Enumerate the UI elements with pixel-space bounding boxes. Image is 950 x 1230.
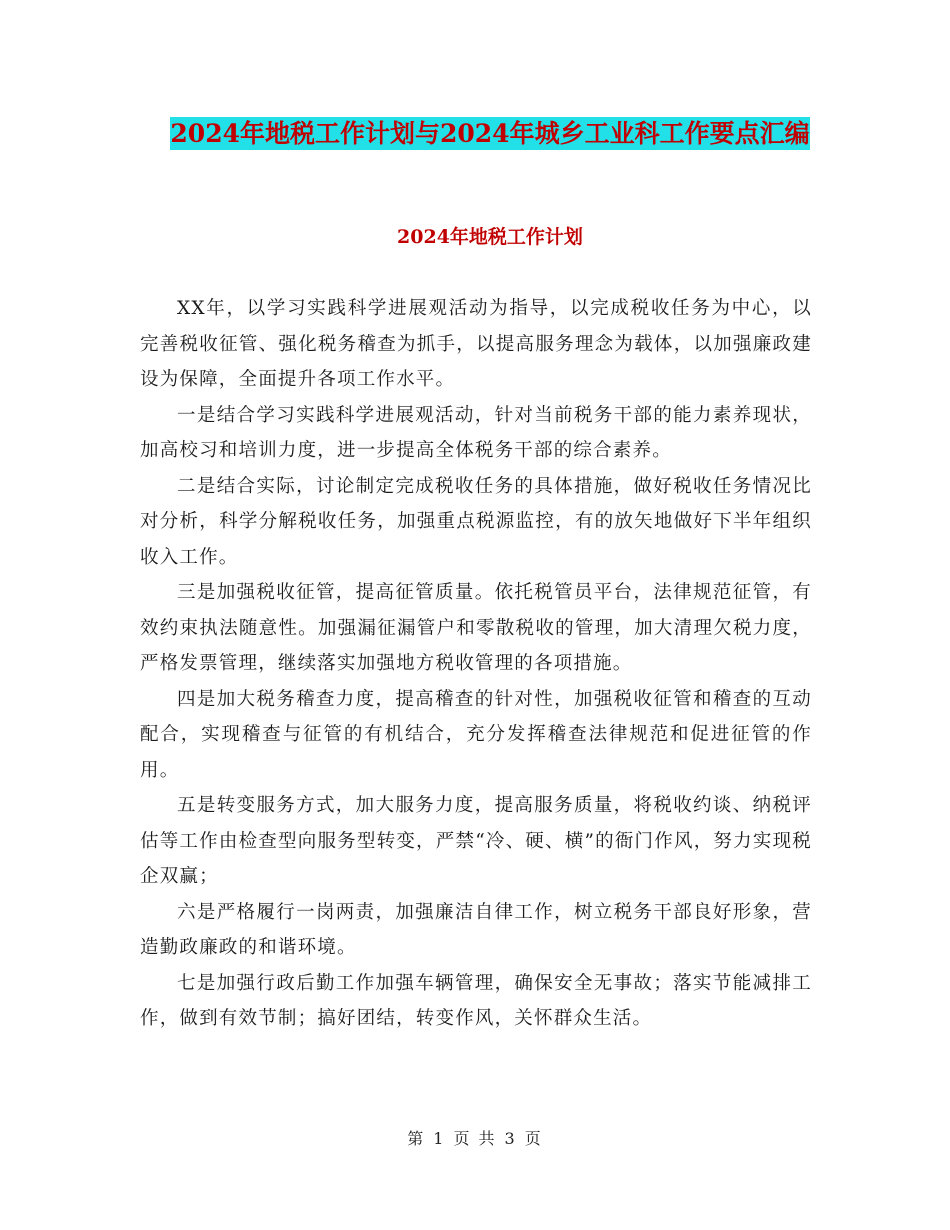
paragraph-5: 五是转变服务方式，加大服务力度，提高服务质量，将税收约谈、纳税评估等工作由检查型向服务型转变，严禁“冷、硬、横”的衙门作风，努力实现税企双赢； — [140, 795, 812, 887]
paragraph-4: 四是加大税务稽查力度，提高稽查的针对性，加强税收征管和稽查的互动配合，实现稽查与征管的有机结合，充分发挥稽查法律规范和促进征管的作用。 — [140, 688, 812, 781]
footer-mid: 页 共 — [453, 1129, 497, 1148]
paragraph-3: 三是加强税收征管，提高征管质量。依托税管员平台，法律规范征管，有效约束执法随意性。加强漏征漏管户和零散税收的管理，加大清理欠税力度，严格发票管理，继续落实加强地方税收管理的各项措施。 — [140, 582, 812, 674]
document-body — [140, 291, 812, 1037]
paragraph-6: 六是严格履行一岗两责，加强廉洁自律工作，树立税务干部良好形象，营造勤政廉政的和谐环境。 — [140, 901, 812, 958]
section-title: 2024年地税工作计划 — [397, 226, 583, 248]
footer-total-pages: 3 — [504, 1129, 517, 1148]
footer-prefix: 第 — [407, 1129, 426, 1148]
footer-suffix: 页 — [524, 1129, 543, 1148]
document-title — [140, 112, 840, 156]
paragraph-7: 七是加强行政后勤工作加强车辆管理，确保安全无事故；落实节能减排工作，做到有效节制；搞好团结，转变作风，关怀群众生活。 — [140, 972, 812, 1029]
paragraph-1: 一是结合学习实践科学进展观活动，针对当前税务干部的能力素养现状，加高校习和培训力度，进一步提高全体税务干部的综合素养。 — [140, 404, 812, 461]
title-highlight: 2024年地税工作计划与2024年城乡工业科工作要点汇编 — [170, 119, 810, 148]
page-footer — [0, 1126, 950, 1149]
paragraph-intro: XX年，以学习实践科学进展观活动为指导，以完成税收任务为中心，以完善税收征管、强化税务稽查为抓手，以提高服务理念为载体，以加强廉政建设为保障，全面提升各项工作水平。 — [140, 298, 812, 390]
footer-page-number: 1 — [433, 1129, 446, 1148]
paragraph-2: 二是结合实际，讨论制定完成税收任务的具体措施，做好税收任务情况比对分析，科学分解税收任务，加强重点税源监控，有的放矢地做好下半年组织收入工作。 — [140, 475, 812, 568]
